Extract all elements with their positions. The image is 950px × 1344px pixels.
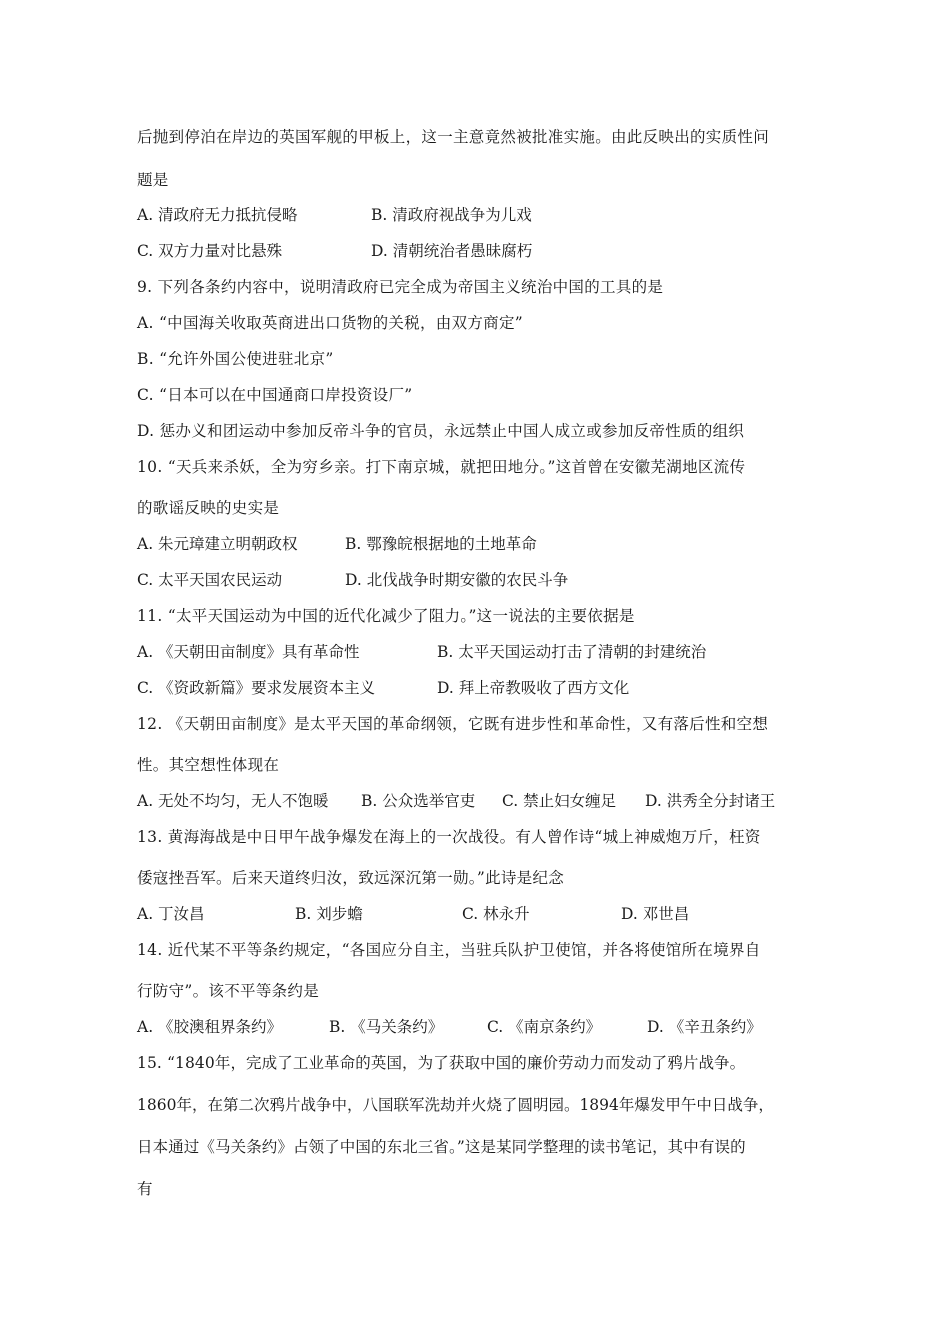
q11-options-row2 xyxy=(137,678,837,698)
q14-option-a: A. 《胶澳租界条约》 xyxy=(137,1018,283,1036)
q13-option-b: B. 刘步蟾 xyxy=(295,905,363,923)
q11-option-b: B. 太平天国运动打击了清朝的封建统治 xyxy=(437,643,707,661)
q8-stem-line2: 题是 xyxy=(137,171,169,189)
q12-options-row xyxy=(137,791,837,811)
q12-option-c: C. 禁止妇女缠足 xyxy=(502,792,617,810)
q9-option-d: D. 惩办义和团运动中参加反帝斗争的官员，永远禁止中国人成立或参加反帝性质的组织 xyxy=(137,422,745,440)
q15-stem-line4: 有 xyxy=(137,1180,153,1198)
q12-stem-line2: 性。其空想性体现在 xyxy=(137,756,280,774)
q14-option-b: B. 《马关条约》 xyxy=(329,1018,444,1036)
q12-option-d: D. 洪秀全分封诸王 xyxy=(645,792,776,810)
q8-option-d: D. 清朝统治者愚昧腐朽 xyxy=(371,242,533,260)
q12-stem-line1: 12. 《天朝田亩制度》是太平天国的革命纲领，它既有进步性和革命性，又有落后性和空想 xyxy=(137,715,769,733)
q11-option-d: D. 拜上帝教吸收了西方文化 xyxy=(437,679,630,697)
q15-stem-line3: 日本通过《马关条约》占领了中国的东北三省。”这是某同学整理的读书笔记，其中有误的 xyxy=(137,1138,746,1156)
q14-stem-line2: 行防守”。该不平等条约是 xyxy=(137,982,320,1000)
q11-options-row1 xyxy=(137,642,837,662)
q9-stem: 9. 下列各条约内容中，说明清政府已完全成为帝国主义统治中国的工具的是 xyxy=(137,278,664,296)
q9-option-c: C. “日本可以在中国通商口岸投资设厂” xyxy=(137,386,413,404)
q13-options-row xyxy=(137,904,837,924)
q11-stem: 11. “太平天国运动为中国的近代化减少了阻力。”这一说法的主要依据是 xyxy=(137,607,635,625)
q14-option-d: D. 《辛丑条约》 xyxy=(647,1018,762,1036)
q10-option-b: B. 鄂豫皖根据地的土地革命 xyxy=(345,535,537,553)
q11-option-c: C. 《资政新篇》要求发展资本主义 xyxy=(137,679,376,697)
q10-options-row1 xyxy=(137,534,837,554)
q9-option-a: A. “中国海关收取英商进出口货物的关税，由双方商定” xyxy=(137,314,523,332)
q8-option-b: B. 清政府视战争为儿戏 xyxy=(371,206,532,224)
q13-option-c: C. 林永升 xyxy=(462,905,530,923)
q14-stem-line1: 14. 近代某不平等条约规定，“各国应分自主，当驻兵队护卫使馆，并各将使馆所在境界自 xyxy=(137,941,761,959)
q8-option-c: C. 双方力量对比悬殊 xyxy=(137,242,283,260)
q8-option-a: A. 清政府无力抵抗侵略 xyxy=(137,206,298,224)
q13-option-a: A. 丁汝昌 xyxy=(137,905,205,923)
q10-option-c: C. 太平天国农民运动 xyxy=(137,571,283,589)
q13-stem-line2: 倭寇挫吾军。后来天道终归汝，致远深沉第一勋。”此诗是纪念 xyxy=(137,869,565,887)
q13-option-d: D. 邓世昌 xyxy=(621,905,690,923)
q14-options-row xyxy=(137,1017,837,1037)
q9-option-b: B. “允许外国公使进驻北京” xyxy=(137,350,334,368)
q8-options-row1 xyxy=(137,205,837,225)
q13-stem-line1: 13. 黄海海战是中日甲午战争爆发在海上的一次战役。有人曾作诗“城上神威炮万斤，枉资 xyxy=(137,828,761,846)
q14-option-c: C. 《南京条约》 xyxy=(487,1018,602,1036)
q12-option-a: A. 无处不均匀，无人不饱暖 xyxy=(137,792,329,810)
q10-stem-line1: 10. “天兵来杀妖，全为穷乡亲。打下南京城，就把田地分。”这首曾在安徽芜湖地区流传 xyxy=(137,458,746,476)
q8-stem-line1: 后抛到停泊在岸边的英国军舰的甲板上，这一主意竟然被批准实施。由此反映出的实质性问 xyxy=(137,128,770,146)
q10-option-d: D. 北伐战争时期安徽的农民斗争 xyxy=(345,571,569,589)
q15-stem-line2: 1860年，在第二次鸦片战争中，八国联军洗劫并火烧了圆明园。1894年爆发甲午中日战争， xyxy=(137,1096,774,1114)
q15-stem-line1: 15. “1840年，完成了工业革命的英国，为了获取中国的廉价劳动力而发动了鸦片战争。 xyxy=(137,1054,746,1072)
q8-options-row2 xyxy=(137,241,837,261)
q10-options-row2 xyxy=(137,570,837,590)
q10-stem-line2: 的歌谣反映的史实是 xyxy=(137,499,280,517)
q12-option-b: B. 公众选举官吏 xyxy=(361,792,476,810)
q11-option-a: A. 《天朝田亩制度》具有革命性 xyxy=(137,643,360,661)
q10-option-a: A. 朱元璋建立明朝政权 xyxy=(137,535,298,553)
